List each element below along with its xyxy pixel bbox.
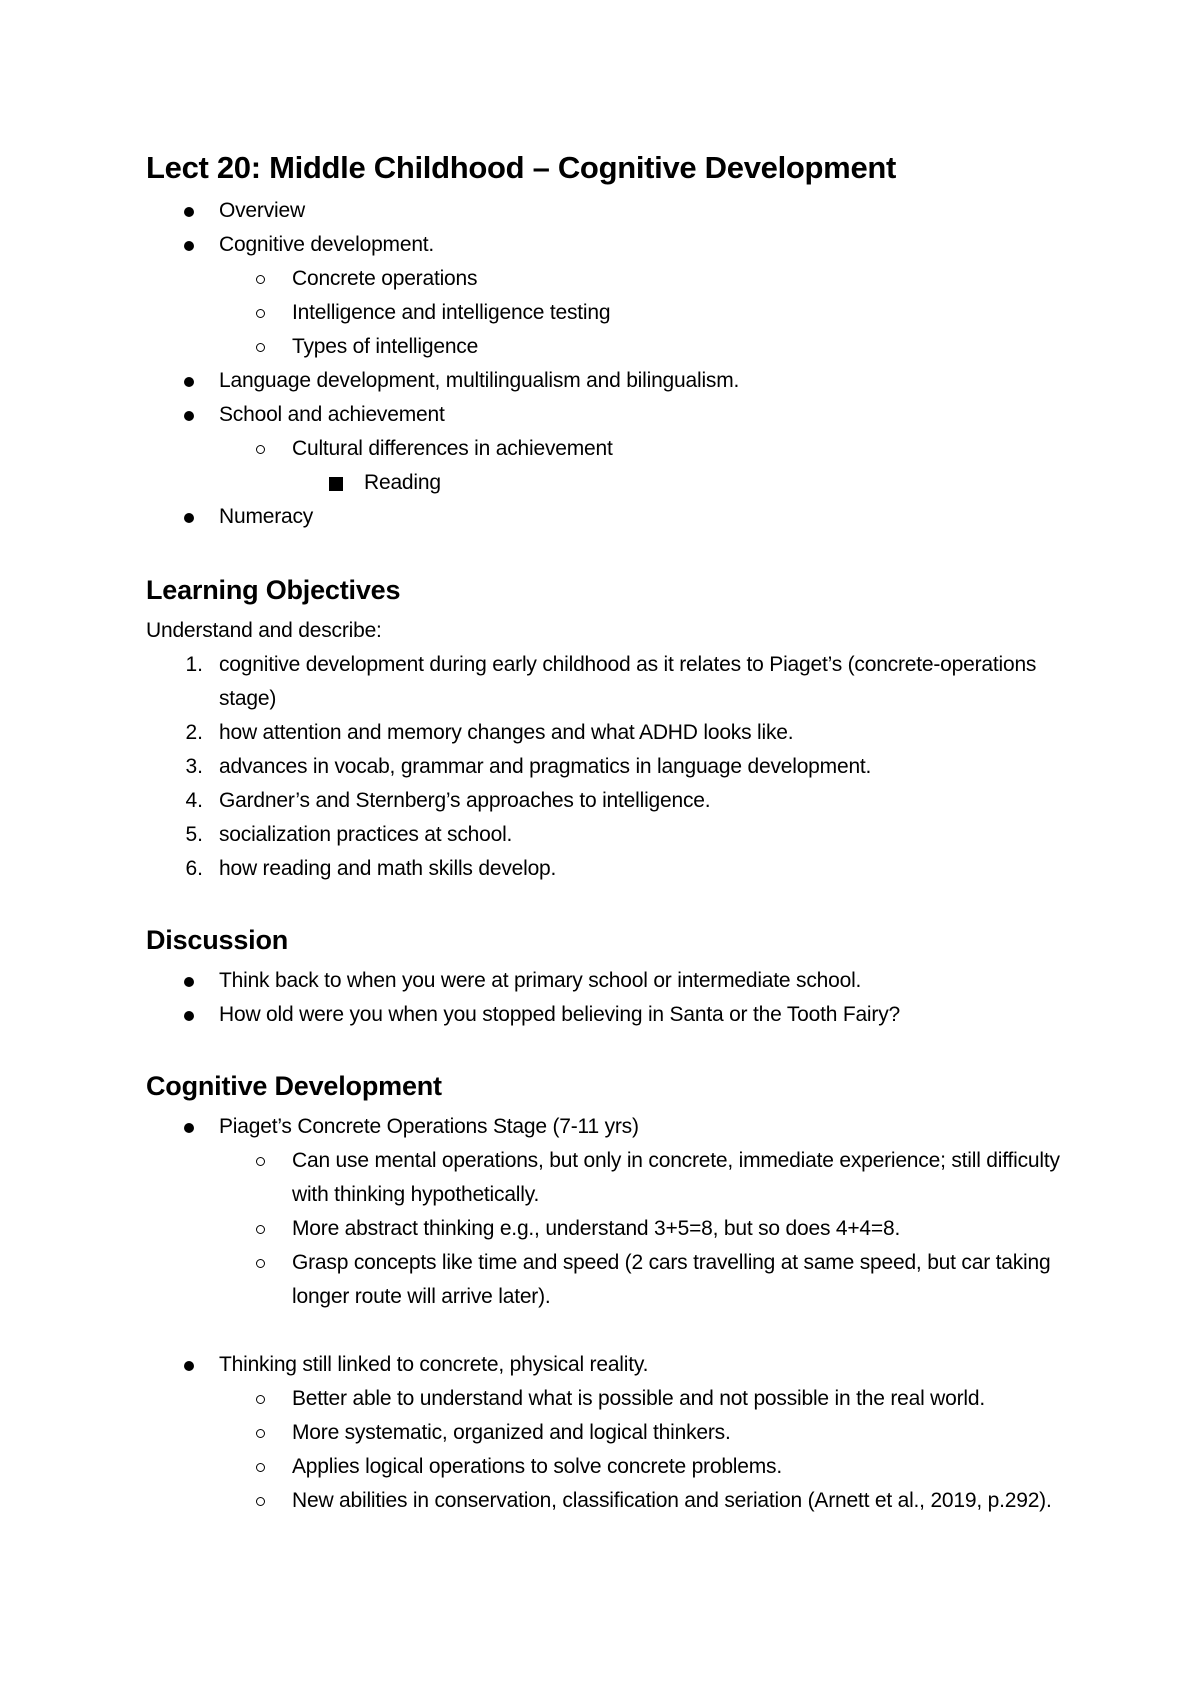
- list-item: Types of intelligence: [292, 335, 479, 358]
- bullet-circle: [256, 343, 265, 352]
- list-item-continuation: with thinking hypothetically.: [292, 1183, 540, 1206]
- section-heading: Cognitive Development: [146, 1071, 442, 1101]
- list-item: Thinking still linked to concrete, physical reality.: [219, 1353, 649, 1376]
- list-item: Concrete operations: [292, 267, 478, 290]
- list-item: advances in vocab, grammar and pragmatics in language development.: [219, 755, 872, 778]
- bullet-dot: [184, 207, 194, 217]
- list-item: Intelligence and intelligence testing: [292, 301, 611, 324]
- bullet-circle: [256, 309, 265, 318]
- list-item: cognitive development during early childhood as it relates to Piaget’s (concrete-operations: [219, 653, 1037, 676]
- list-item: Cultural differences in achievement: [292, 437, 613, 460]
- list-item: Language development, multilingualism and bilingualism.: [219, 369, 740, 392]
- list-item: More abstract thinking e.g., understand 3+5=8, but so does 4+4=8.: [292, 1217, 901, 1240]
- list-item: Piaget’s Concrete Operations Stage (7-11 yrs): [219, 1115, 639, 1138]
- bullet-dot: [184, 513, 194, 523]
- page-title: Lect 20: Middle Childhood – Cognitive Development: [146, 150, 897, 185]
- bullet-circle: [256, 1395, 265, 1404]
- bullet-dot: [184, 977, 194, 987]
- list-item: School and achievement: [219, 403, 445, 426]
- list-item: Think back to when you were at primary school or intermediate school.: [219, 969, 862, 992]
- list-item: Applies logical operations to solve concrete problems.: [292, 1455, 782, 1478]
- list-number: 2.: [185, 721, 203, 744]
- bullet-dot: [184, 1123, 194, 1133]
- bullet-circle: [256, 1497, 265, 1506]
- bullet-dot: [184, 1361, 194, 1371]
- list-item: Overview: [219, 199, 305, 222]
- bullet-square: [329, 477, 343, 491]
- bullet-circle: [256, 275, 265, 284]
- list-item: More systematic, organized and logical thinkers.: [292, 1421, 731, 1444]
- list-item: Gardner’s and Sternberg’s approaches to intelligence.: [219, 789, 711, 812]
- list-number: 5.: [185, 823, 203, 846]
- bullet-dot: [184, 411, 194, 421]
- section-heading: Learning Objectives: [146, 575, 401, 605]
- bullet-circle: [256, 1225, 265, 1234]
- list-number: 6.: [185, 857, 203, 880]
- list-item: how attention and memory changes and what ADHD looks like.: [219, 721, 794, 744]
- section-heading: Discussion: [146, 925, 289, 955]
- bullet-circle: [256, 445, 265, 454]
- bullet-circle: [256, 1463, 265, 1472]
- bullet-circle: [256, 1259, 265, 1268]
- bullet-circle: [256, 1157, 265, 1166]
- list-number: 1.: [185, 653, 203, 676]
- bullet-dot: [184, 241, 194, 251]
- list-item-continuation: stage): [219, 687, 277, 710]
- list-item: New abilities in conservation, classification and seriation (Arnett et al., 2019, p.292).: [292, 1489, 1052, 1512]
- bullet-dot: [184, 377, 194, 387]
- bullet-dot: [184, 1011, 194, 1021]
- list-number: 3.: [185, 755, 203, 778]
- list-item: socialization practices at school.: [219, 823, 513, 846]
- list-item: how reading and math skills develop.: [219, 857, 557, 880]
- list-item: Numeracy: [219, 505, 314, 528]
- list-number: 4.: [185, 789, 203, 812]
- list-item: Better able to understand what is possible and not possible in the real world.: [292, 1387, 985, 1410]
- objectives-intro: Understand and describe:: [146, 619, 382, 642]
- list-item: Grasp concepts like time and speed (2 cars travelling at same speed, but car taking: [292, 1251, 1051, 1274]
- list-item: Can use mental operations, but only in concrete, immediate experience; still difficulty: [292, 1149, 1060, 1172]
- list-item: How old were you when you stopped believing in Santa or the Tooth Fairy?: [219, 1003, 900, 1026]
- list-item-continuation: longer route will arrive later).: [292, 1285, 551, 1308]
- list-item: Cognitive development.: [219, 233, 435, 256]
- list-item: Reading: [364, 471, 441, 494]
- bullet-circle: [256, 1429, 265, 1438]
